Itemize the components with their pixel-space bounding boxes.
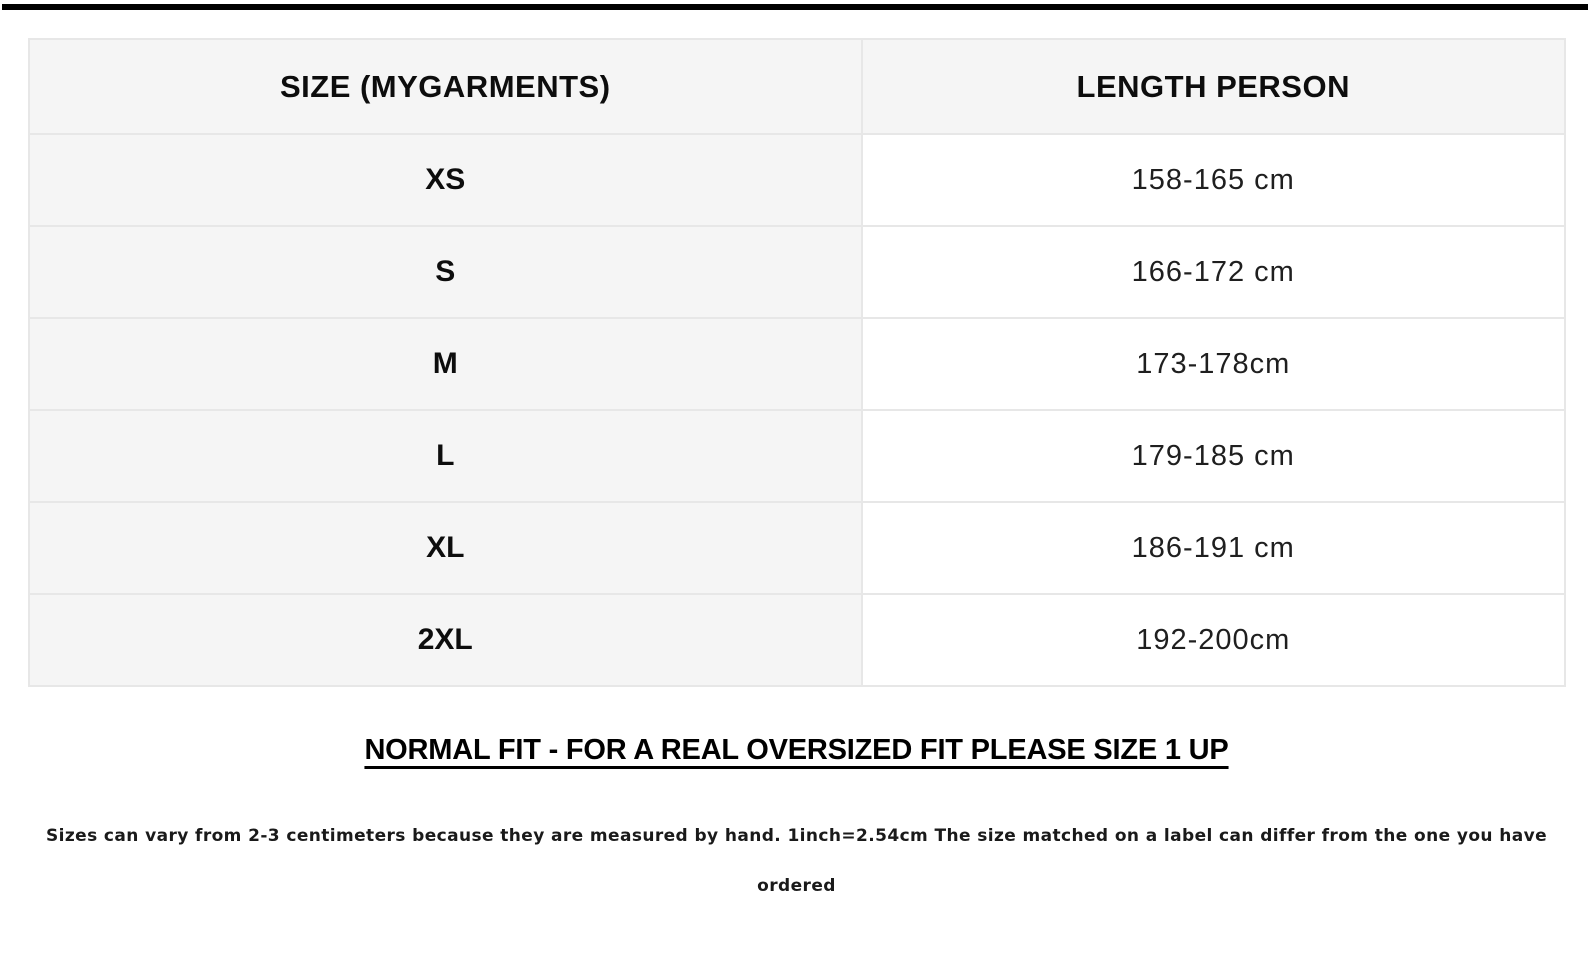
table-row bbox=[29, 594, 1565, 686]
top-divider-bar bbox=[2, 4, 1588, 10]
size-disclaimer bbox=[0, 811, 1593, 911]
fit-note-heading: NORMAL FIT - FOR A REAL OVERSIZED FIT PLEASE SIZE 1 UP bbox=[364, 734, 1229, 766]
length-cell-m: 173-178cm bbox=[862, 318, 1566, 410]
length-cell-xl: 186-191 cm bbox=[862, 502, 1566, 594]
header-row bbox=[29, 39, 1565, 134]
length-cell-l: 179-185 cm bbox=[862, 410, 1566, 502]
column-header-length: LENGTH PERSON bbox=[862, 39, 1566, 134]
size-cell-xl: XL bbox=[29, 502, 862, 594]
table-row bbox=[29, 318, 1565, 410]
table-row bbox=[29, 134, 1565, 226]
table-row bbox=[29, 502, 1565, 594]
size-cell-m: M bbox=[29, 318, 862, 410]
length-cell-2xl: 192-200cm bbox=[862, 594, 1566, 686]
column-header-size: SIZE (MYGARMENTS) bbox=[29, 39, 862, 134]
size-cell-xs: XS bbox=[29, 134, 862, 226]
disclaimer-line-1: Sizes can vary from 2-3 centimeters because they are measured by hand. 1inch=2.54cm The size matched on a label can differ from the one you have bbox=[45, 826, 1548, 846]
size-chart-table bbox=[28, 38, 1566, 687]
table-row bbox=[29, 226, 1565, 318]
disclaimer-line-2: ordered bbox=[757, 876, 836, 896]
size-cell-s: S bbox=[29, 226, 862, 318]
table-row bbox=[29, 410, 1565, 502]
length-cell-xs: 158-165 cm bbox=[862, 134, 1566, 226]
size-cell-2xl: 2XL bbox=[29, 594, 862, 686]
length-cell-s: 166-172 cm bbox=[862, 226, 1566, 318]
size-cell-l: L bbox=[29, 410, 862, 502]
